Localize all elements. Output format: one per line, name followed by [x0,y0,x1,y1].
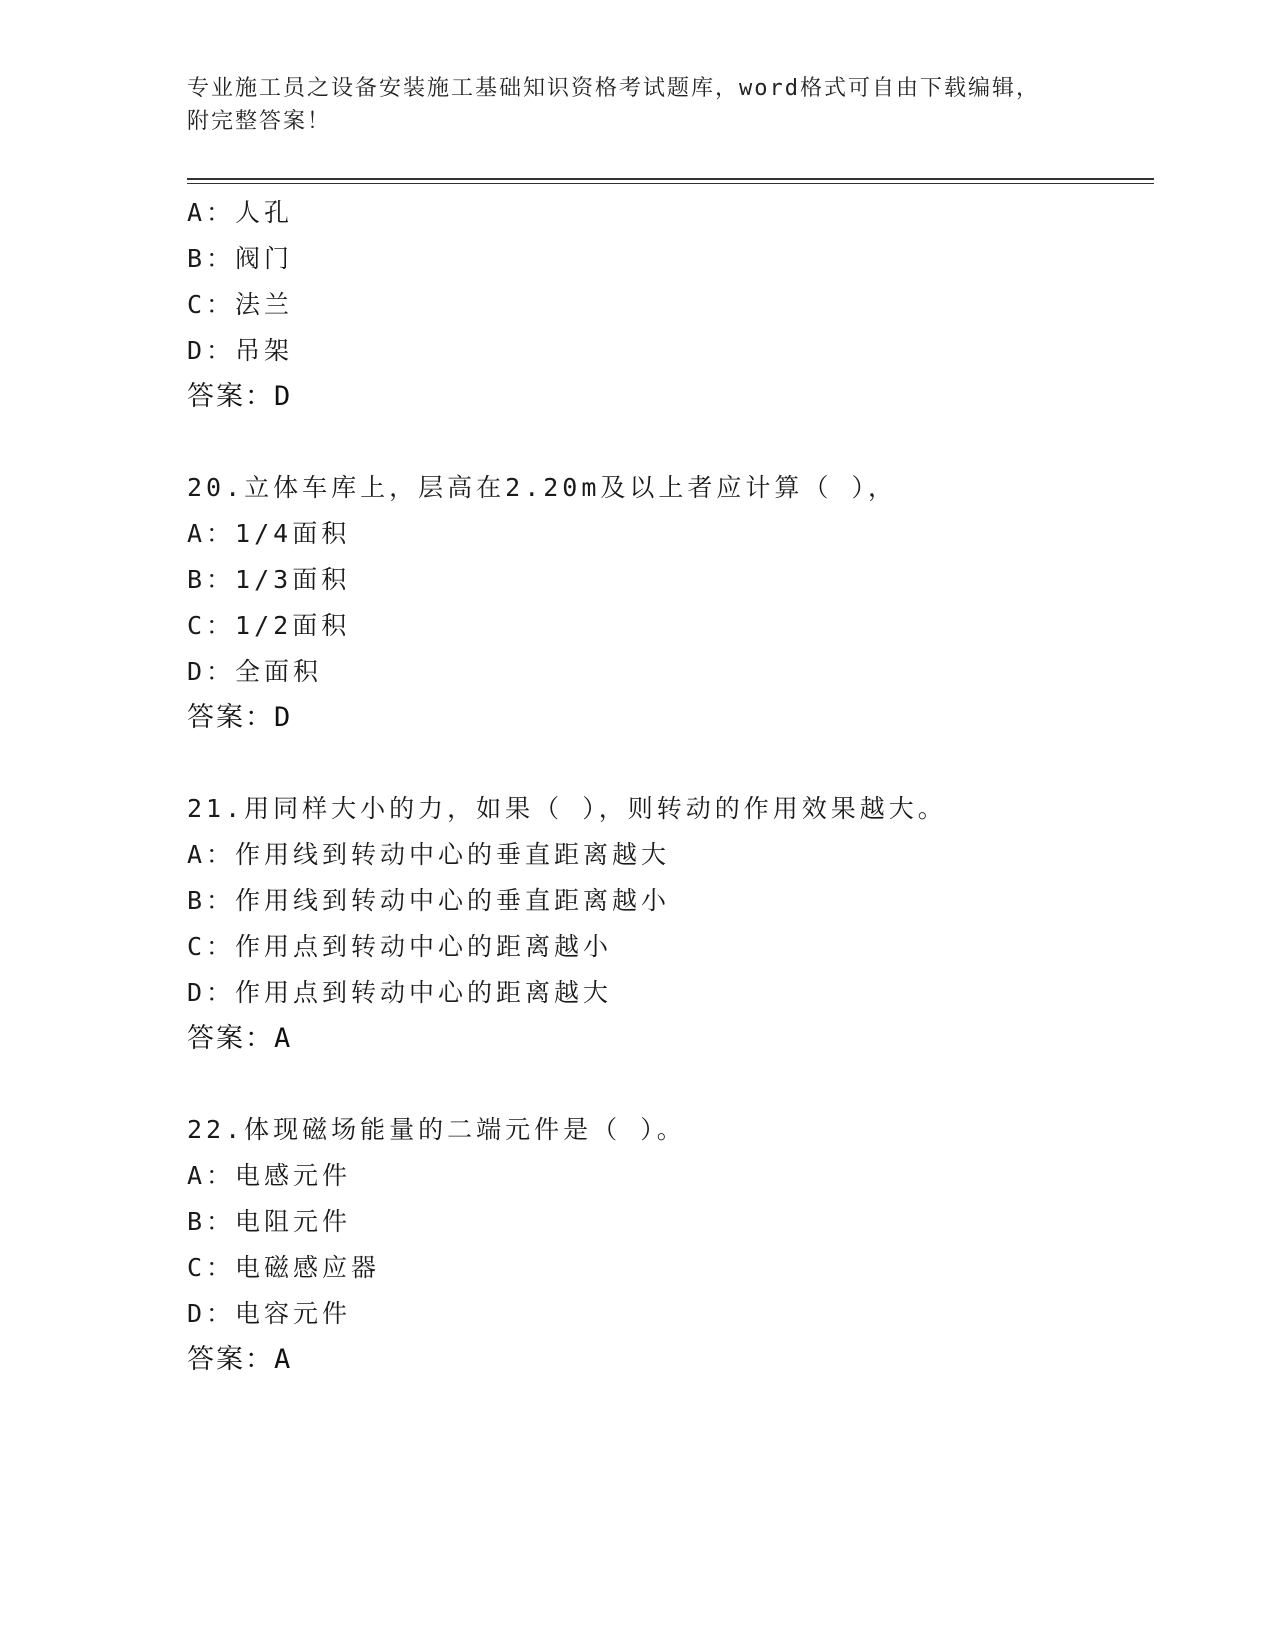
option-c: C：法兰 [187,290,294,319]
answer-line: 答案：A [187,1344,293,1375]
option-d: D：作用点到转动中心的距离越大 [187,978,613,1007]
question-21 [187,786,1147,1062]
option-b: B：1/3面积 [187,565,351,594]
page-header [187,72,1067,138]
option-a: A：1/4面积 [187,519,351,548]
answer-line: 答案：D [187,381,293,412]
question-stem: 21.用同样大小的力，如果（ ），则转动的作用效果越大。 [187,794,947,823]
option-a: A：电感元件 [187,1161,352,1190]
option-d: D：全面积 [187,657,323,686]
answer-line: 答案：D [187,702,293,733]
option-c: C：电磁感应器 [187,1253,381,1282]
option-a: A：作用线到转动中心的垂直距离越大 [187,840,671,869]
option-c: C：作用点到转动中心的距离越小 [187,932,613,961]
option-c: C：1/2面积 [187,611,351,640]
header-line-1: 专业施工员之设备安装施工基础知识资格考试题库，word格式可自由下载编辑， [187,76,1040,101]
question-content [187,190,1147,1428]
option-d: D：电容元件 [187,1299,352,1328]
header-line-2: 附完整答案！ [187,109,332,134]
option-b: B：电阻元件 [187,1207,352,1236]
option-b: B：作用线到转动中心的垂直距离越小 [187,886,671,915]
option-d: D：吊架 [187,336,294,365]
question-22 [187,1107,1147,1383]
option-b: B：阀门 [187,244,294,273]
question-stem: 22.体现磁场能量的二端元件是（ ）。 [187,1115,686,1144]
question-stem: 20.立体车库上，层高在2.20m及以上者应计算（ ）， [187,473,897,502]
question-19-continuation [187,190,1147,420]
option-a: A：人孔 [187,198,294,227]
header-divider [187,178,1154,184]
question-20 [187,465,1147,741]
answer-line: 答案：A [187,1023,293,1054]
